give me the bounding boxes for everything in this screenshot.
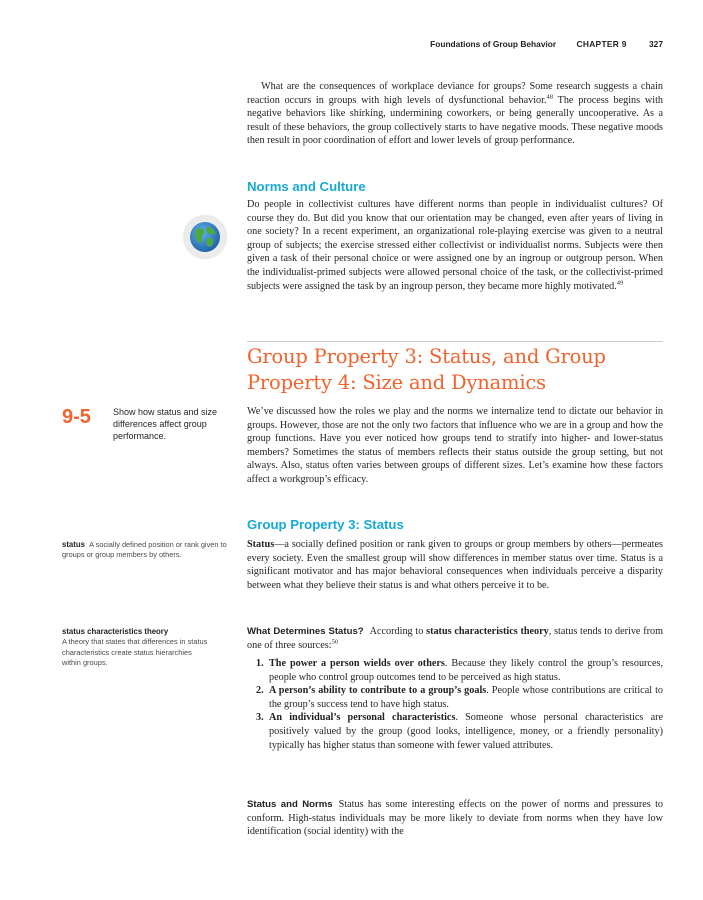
running-head-title: Foundations of Group Behavior xyxy=(430,39,557,49)
globe-icon xyxy=(184,216,226,258)
list-item xyxy=(247,684,663,711)
glossary-status xyxy=(62,540,230,561)
determines-status-paragraph xyxy=(247,625,663,652)
learning-objective-text: Show how status and size differences affect group performance. xyxy=(113,407,218,442)
running-head xyxy=(430,39,663,49)
norms-culture-text: Do people in collectivist cultures have different norms than people in individualist cultures? Of course they do. But did you know that our orientation may be changed, even after years of living in one society? In a recent experiment, an organizational role-playing exercise was given to a neutral group of subjects; the exercise stressed either collectivist or individualist norms. Subjects were then given a task of their personal choice or were assigned one by an ingroup or outgroup person. When the individualist-primed subjects were allowed personal choice of the task, or the collectivist-primed subjects were assigned the task by an ingroup person, they became more highly motivated. xyxy=(247,199,663,292)
intro-text-b: The process begins with negative behaviors like shirking, undermining coworkers, or being generally uncooperative. As a result of these behaviors, the group collectively starts to have negative moods. These negative moods then result in poor coordination of effort and lower levels of group performance. xyxy=(247,94,663,147)
status-term: Status xyxy=(247,539,275,550)
list-item-text: . People whose contributions are critical to the group’s success tend to have high status. xyxy=(269,685,663,710)
determines-term: status characteristics theory xyxy=(426,626,549,637)
section-title-line-1: Group Property 3: Status, and Group xyxy=(247,345,606,368)
learning-objective-number: 9-5 xyxy=(62,406,91,428)
footnote-ref-49: 49 xyxy=(616,279,624,287)
list-item-text: . Because they likely control the group’s resources, people who control group outcomes tend to be perceived as high status. xyxy=(269,658,663,683)
section-intro-paragraph: We’ve discussed how the roles we play and the norms we internalize tend to dictate our behavior in groups. However, those are not the only two factors that influence who we are in a group and how the group functions. Have you ever noticed how groups tend to stratify into higher- and lower-status members? Sometimes the status of members reflects their status outside the group setting, but not always. Also, status often varies between groups of different sizes. Let’s examine how these factors affect a workgroup’s efficacy. xyxy=(247,406,663,485)
footnote-ref-50: 50 xyxy=(331,638,339,646)
status-heading: Group Property 3: Status xyxy=(247,517,404,532)
list-item-lead: The power a person wields over others xyxy=(269,658,445,669)
norms-culture-paragraph xyxy=(247,198,663,293)
intro-paragraph xyxy=(247,80,663,148)
determines-text-a: According to xyxy=(369,626,427,637)
status-paragraph xyxy=(247,538,663,592)
list-item xyxy=(247,657,663,684)
section-title-line-2: Property 4: Size and Dynamics xyxy=(247,371,546,394)
glossary-status-definition: A socially defined position or rank given to groups or group members by others. xyxy=(62,540,227,560)
list-item-lead: A person’s ability to contribute to a group’s goals xyxy=(269,685,487,697)
glossary-sct-term: status characteristics theory xyxy=(62,627,169,636)
glossary-status-term: status xyxy=(62,540,85,549)
norms-culture-heading: Norms and Culture xyxy=(247,179,366,194)
glossary-status-characteristics-theory xyxy=(62,627,212,669)
status-norms-paragraph xyxy=(247,798,663,839)
glossary-sct-definition: A theory that states that differences in status characteristics create status hierarchies within groups. xyxy=(62,637,208,668)
list-item-number: 2. xyxy=(256,685,264,697)
list-item-number: 1. xyxy=(256,658,264,669)
footnote-ref-48: 48 xyxy=(546,93,554,101)
section-title xyxy=(247,344,663,396)
list-item-lead: An individual’s personal characteristics xyxy=(269,712,456,724)
status-norms-text: Status has some interesting effects on the power of norms and pressures to conform. High-status individuals may be more likely to deviate from norms when they have low identification (social identity) with the xyxy=(247,799,663,838)
status-norms-runin: Status and Norms xyxy=(247,799,333,810)
intro-text-a: What are the consequences of workplace deviance for groups? Some research suggests a chain reaction occurs in groups with high levels of dysfunctional behavior. xyxy=(247,81,663,106)
determines-text-b: , status tends to derive from one of three sources: xyxy=(247,626,664,651)
list-item-number: 3. xyxy=(256,712,264,724)
status-definition-text: —a socially defined position or rank given to groups or group members by others—permeates every society. Even the smallest group will show differences in member status over time. Status is a significant motivator and has major behavioral consequences when individuals perceive a disparity between what they believe their status is and what others perceive it to be. xyxy=(247,539,663,591)
section-rule xyxy=(247,341,663,342)
determines-status-runin: What Determines Status? xyxy=(247,626,364,637)
page-number: 327 xyxy=(649,39,663,49)
running-head-chapter: CHAPTER 9 xyxy=(576,39,627,49)
list-item-text: . Someone whose personal characteristics are positively valued by the group (good looks, intelligence, money, or a friendly personality) typically has higher status than someone with fewer valued attributes. xyxy=(269,712,664,751)
list-item xyxy=(247,711,663,752)
status-sources-list xyxy=(247,657,663,752)
